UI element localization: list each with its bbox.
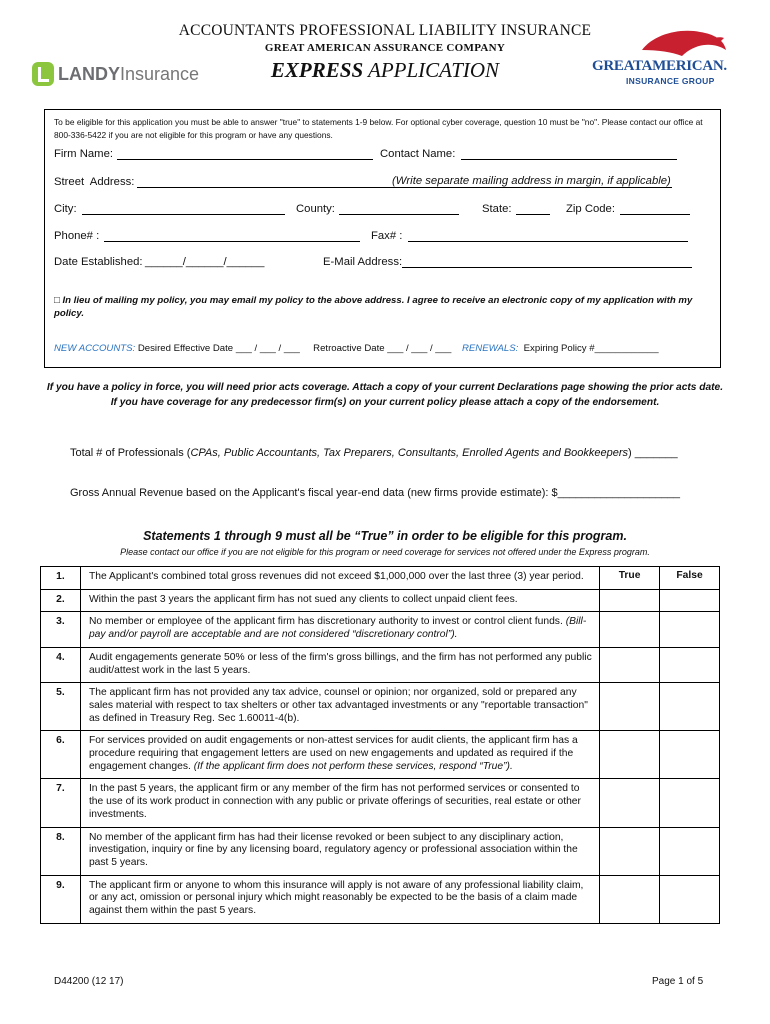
prior-acts-notice [44, 381, 726, 409]
great-american-logo-text: GREATAMERICAN. [592, 58, 727, 74]
statement-text [80, 875, 599, 923]
statement-body: For services provided on audit engagements or non-attest services for audit clients, the applicant firm has a procedure requiring that engagement letters are used on new engagements and updated as required if the engagement changes. [88, 735, 578, 772]
true-answer-cell[interactable] [600, 647, 660, 682]
statement-row [41, 567, 720, 590]
phone-field[interactable] [104, 231, 360, 242]
email-field[interactable] [402, 257, 692, 268]
statement-number: 5. [41, 683, 81, 731]
statement-number: 7. [41, 779, 81, 827]
desired-effective-date-field[interactable]: Desired Effective Date ___ / ___ / ___ [137, 343, 300, 354]
county-field[interactable] [339, 204, 459, 215]
statement-row [41, 647, 720, 682]
false-answer-cell[interactable] [660, 779, 720, 827]
street-address-note: (Write separate mailing address in margin, if applicable) [392, 175, 671, 187]
true-answer-cell[interactable] [600, 589, 660, 612]
statement-number: 9. [41, 875, 81, 923]
county-label: County: [296, 203, 335, 215]
retroactive-date-field[interactable]: Retroactive Date ___ / ___ / ___ [313, 343, 452, 354]
statement-number: 1. [41, 567, 81, 590]
statement-number: 4. [41, 647, 81, 682]
email-label: E-Mail Address: [323, 256, 403, 268]
statements-subheading: Please contact our office if you are not eligible for this program or need coverage for services not offered under the Express program. [120, 547, 650, 557]
true-answer-cell[interactable] [600, 827, 660, 875]
statement-row [41, 589, 720, 612]
statement-note: (If the applicant firm does not perform these services, respond “True”). [193, 760, 513, 772]
renewals-label: RENEWALS: [461, 343, 519, 354]
landy-logo-rest: Insurance [120, 63, 200, 84]
express-label: EXPRESS [270, 58, 364, 82]
company-name: GREAT AMERICAN ASSURANCE COMPANY [264, 42, 506, 54]
false-answer-cell[interactable] [660, 647, 720, 682]
statement-row [41, 779, 720, 827]
landy-check-icon [32, 62, 54, 86]
true-answer-cell[interactable] [600, 683, 660, 731]
zip-code-label: Zip Code: [566, 203, 615, 215]
statement-text [80, 647, 599, 682]
page-number: Page 1 of 5 [652, 976, 704, 987]
state-label: State: [482, 203, 512, 215]
professional-types: CPAs, Public Accountants, Tax Preparers, Consultants, Enrolled Agents and Bookkeepers [190, 447, 629, 459]
statement-body: The applicant firm or anyone to whom this insurance will apply is not aware of any professional liability claim, or any act, omission or personal injury which might reasonably be expected to be the basis of a claim made against them within the past 5 years. [88, 879, 584, 917]
statement-row [41, 731, 720, 779]
false-answer-cell[interactable] [660, 683, 720, 731]
form-title: ACCOUNTANTS PROFESSIONAL LIABILITY INSURANCE [178, 22, 592, 39]
statement-body: Audit engagements generate 50% or less of the firm's gross billings, and the firm has not performed any public audit/attest work in the last 5 years. [88, 651, 592, 676]
true-answer-cell[interactable] [600, 612, 660, 647]
statement-number: 6. [41, 731, 81, 779]
gross-revenue-field[interactable]: Gross Annual Revenue based on the Applicant's fiscal year-end data (new firms provide estimate): $____________________ [70, 487, 680, 499]
true-answer-cell[interactable] [600, 731, 660, 779]
insurance-group-text: INSURANCE GROUP [626, 76, 715, 86]
total-professionals-label: Total # of Professionals ( [70, 447, 191, 459]
true-answer-cell[interactable]: True [600, 567, 660, 590]
statement-text [80, 612, 599, 647]
statement-body: In the past 5 years, the applicant firm or any member of the firm has not performed services or consented to the use of its work product in connection with any public or private offerings of securities, real estate or other investments. [88, 783, 581, 820]
prior-acts-line1: If you have a policy in force, you will need prior acts coverage. Attach a copy of your current Declarations page showing the prior acts date. [46, 382, 724, 393]
date-established-field[interactable]: ______/______/______ [145, 256, 265, 268]
new-accounts-label: NEW ACCOUNTS: [54, 343, 136, 354]
statement-text [80, 567, 599, 590]
firm-name-label: Firm Name: [54, 148, 113, 160]
false-answer-cell[interactable] [660, 827, 720, 875]
fax-label: Fax# : [371, 230, 403, 242]
true-answer-cell[interactable] [600, 779, 660, 827]
street-address-label: Street Address: [54, 176, 135, 188]
eligibility-intro: To be eligible for this application you must be able to answer "true" to statements 1-9 below. For optional cyber coverage, question 10 must be "no". Please contact our office at 800-336-5422 if you are not eligible for this program or have any questions. [54, 117, 703, 140]
false-answer-cell[interactable] [660, 589, 720, 612]
prior-acts-line2: If you have coverage for any predecessor firm(s) on your current policy please attach a copy of the endorsement. [110, 397, 660, 408]
statement-row [41, 875, 720, 923]
contact-name-field[interactable] [461, 149, 677, 160]
false-answer-cell[interactable] [660, 875, 720, 923]
application-label: APPLICATION [363, 58, 500, 82]
false-answer-cell[interactable] [660, 612, 720, 647]
city-field[interactable] [82, 204, 285, 215]
statement-text [80, 731, 599, 779]
statement-text [80, 683, 599, 731]
contact-name-label: Contact Name: [380, 148, 456, 160]
firm-name-field[interactable] [117, 149, 373, 160]
statement-row [41, 612, 720, 647]
statement-text [80, 827, 599, 875]
date-established-label: Date Established: [54, 256, 143, 268]
false-answer-cell[interactable]: False [660, 567, 720, 590]
statement-body: Within the past 3 years the applicant firm has not sued any clients to collect unpaid client fees. [88, 593, 518, 605]
true-answer-cell[interactable] [600, 875, 660, 923]
form-code: D44200 (12 17) [54, 976, 124, 987]
landy-insurance-logo [32, 62, 199, 86]
total-professionals-field[interactable] [70, 447, 678, 459]
coverage-dates-row [54, 343, 659, 354]
false-answer-cell[interactable] [660, 731, 720, 779]
state-field[interactable] [516, 204, 550, 215]
statement-text [80, 779, 599, 827]
statement-body: The applicant firm has not provided any tax advice, counsel or opinion; nor organized, sold or prepared any sales material with respect to tax shelters or other tax advantaged investments or any "reportable transaction" as defined in Treasury Reg. Sec 1.60011-4(b). [88, 687, 588, 724]
statement-row [41, 683, 720, 731]
city-label: City: [54, 203, 77, 215]
statements-heading: Statements 1 through 9 must all be “True” in order to be eligible for this program. [143, 529, 627, 543]
statement-text [80, 589, 599, 612]
statement-body: No member of the applicant firm has had their license revoked or been subject to any disciplinary action, investigation, inquiry or fine by any licensing board, regulatory agency or professional association within the past 5 years. [88, 831, 578, 868]
landy-logo-bold: LANDY [58, 63, 120, 84]
statement-note: (Bill-pay and/or payroll are acceptable and are not considered “discretionary control”). [88, 616, 587, 641]
statement-number: 3. [41, 612, 81, 647]
statement-number: 2. [41, 589, 81, 612]
total-professionals-blank[interactable]: ) _______ [628, 447, 678, 459]
expiring-policy-field[interactable]: Expiring Policy #____________ [523, 343, 659, 354]
statement-row [41, 827, 720, 875]
statement-number: 8. [41, 827, 81, 875]
fax-field[interactable] [408, 231, 688, 242]
eligibility-statements-table [40, 566, 720, 924]
email-consent-checkbox[interactable]: □ In lieu of mailing my policy, you may email my policy to the above address. I agree to receive an electronic copy of my application with my policy. [54, 295, 693, 319]
statement-body: No member or employee of the applicant firm has discretionary authority to invest or control client funds. [88, 616, 566, 628]
phone-label: Phone# : [54, 230, 100, 242]
statement-body: The Applicant's combined total gross revenues did not exceed $1,000,000 over the last three (3) year period. [88, 571, 584, 582]
zip-code-field[interactable] [620, 204, 690, 215]
